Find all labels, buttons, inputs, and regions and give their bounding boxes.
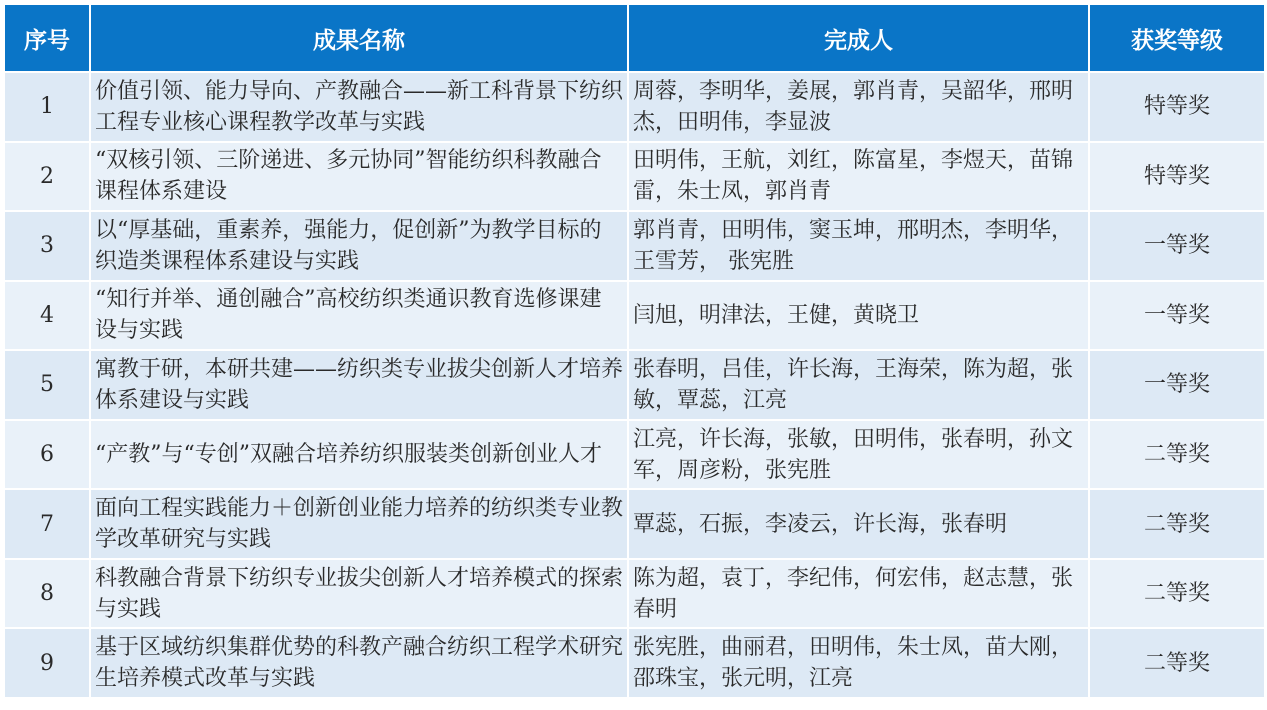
table-row bbox=[4, 559, 1265, 629]
row-num: 9 bbox=[4, 628, 90, 698]
row-title: 寓教于研，本研共建——纺织类专业拔尖创新人才培养体系建设与实践 bbox=[90, 350, 628, 420]
header-title: 成果名称 bbox=[90, 4, 628, 72]
row-people: 江亮，许长海，张敏，田明伟，张春明，孙文军，周彦粉，张宪胜 bbox=[628, 420, 1089, 490]
header-people: 完成人 bbox=[628, 4, 1089, 72]
row-people: 郭肖青，田明伟，窦玉坤，邢明杰，李明华，王雪芳， 张宪胜 bbox=[628, 211, 1089, 281]
table-row bbox=[4, 142, 1265, 212]
row-title: 基于区域纺织集群优势的科教产融合纺织工程学术研究生培养模式改革与实践 bbox=[90, 628, 628, 698]
awards-table bbox=[3, 3, 1266, 699]
table-row bbox=[4, 211, 1265, 281]
row-level: 二等奖 bbox=[1089, 559, 1265, 629]
row-people: 张宪胜，曲丽君，田明伟，朱士凤，苗大刚，邵珠宝，张元明，江亮 bbox=[628, 628, 1089, 698]
row-num: 5 bbox=[4, 350, 90, 420]
header-num: 序号 bbox=[4, 4, 90, 72]
row-title: “知行并举、通创融合”高校纺织类通识教育选修课建设与实践 bbox=[90, 281, 628, 351]
row-level: 一等奖 bbox=[1089, 350, 1265, 420]
row-num: 3 bbox=[4, 211, 90, 281]
row-level: 一等奖 bbox=[1089, 211, 1265, 281]
row-people: 张春明，吕佳，许长海，王海荣，陈为超，张敏，覃蕊，江亮 bbox=[628, 350, 1089, 420]
row-title: 以“厚基础，重素养，强能力，促创新”为教学目标的织造类课程体系建设与实践 bbox=[90, 211, 628, 281]
row-num: 7 bbox=[4, 489, 90, 559]
row-num: 1 bbox=[4, 72, 90, 142]
table-row bbox=[4, 489, 1265, 559]
row-people: 周蓉，李明华，姜展，郭肖青，吴韶华，邢明杰，田明伟，李显波 bbox=[628, 72, 1089, 142]
row-people: 覃蕊，石振，李凌云，许长海，张春明 bbox=[628, 489, 1089, 559]
row-level: 二等奖 bbox=[1089, 628, 1265, 698]
table-row bbox=[4, 628, 1265, 698]
table-row bbox=[4, 420, 1265, 490]
table-row bbox=[4, 281, 1265, 351]
table-row bbox=[4, 72, 1265, 142]
row-people: 闫旭，明津法，王健，黄晓卫 bbox=[628, 281, 1089, 351]
row-title: 价值引领、能力导向、产教融合——新工科背景下纺织工程专业核心课程教学改革与实践 bbox=[90, 72, 628, 142]
row-level: 特等奖 bbox=[1089, 72, 1265, 142]
row-title: “产教”与“专创”双融合培养纺织服装类创新创业人才 bbox=[90, 420, 628, 490]
row-num: 6 bbox=[4, 420, 90, 490]
row-num: 2 bbox=[4, 142, 90, 212]
row-num: 4 bbox=[4, 281, 90, 351]
table-header-row bbox=[4, 4, 1265, 72]
row-title: “双核引领、三阶递进、多元协同”智能纺织科教融合课程体系建设 bbox=[90, 142, 628, 212]
row-people: 田明伟，王航，刘红，陈富星，李煜天，苗锦雷，朱士凤，郭肖青 bbox=[628, 142, 1089, 212]
row-title: 面向工程实践能力＋创新创业能力培养的纺织类专业教学改革研究与实践 bbox=[90, 489, 628, 559]
row-people: 陈为超，袁丁，李纪伟，何宏伟，赵志慧，张春明 bbox=[628, 559, 1089, 629]
row-title: 科教融合背景下纺织专业拔尖创新人才培养模式的探索与实践 bbox=[90, 559, 628, 629]
row-level: 二等奖 bbox=[1089, 489, 1265, 559]
row-level: 一等奖 bbox=[1089, 281, 1265, 351]
row-level: 二等奖 bbox=[1089, 420, 1265, 490]
row-num: 8 bbox=[4, 559, 90, 629]
row-level: 特等奖 bbox=[1089, 142, 1265, 212]
header-level: 获奖等级 bbox=[1089, 4, 1265, 72]
table-row bbox=[4, 350, 1265, 420]
